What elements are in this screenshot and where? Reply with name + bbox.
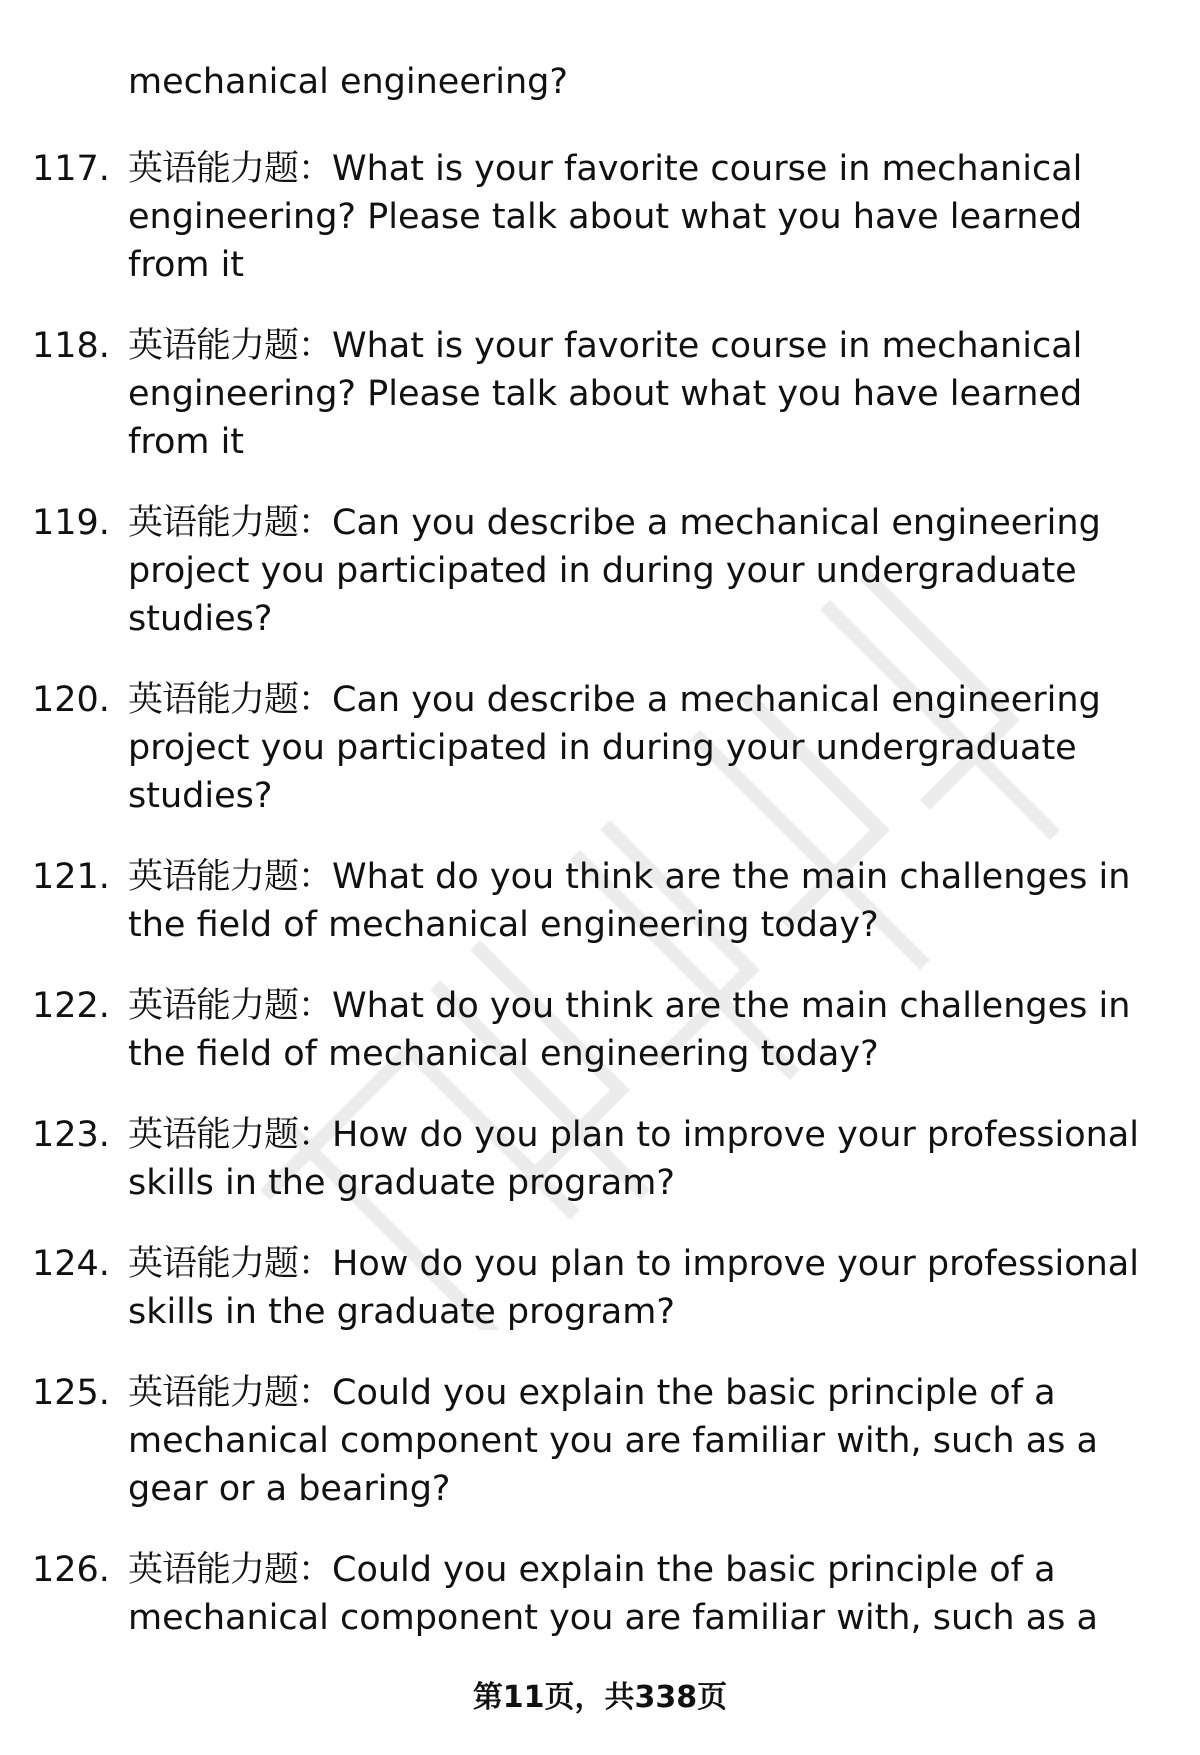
question-number: 122. xyxy=(32,986,110,1026)
question-number: 121. xyxy=(32,857,110,897)
question-item xyxy=(0,145,1158,289)
question-text: Could you explain the basic principle of a mechanical component you are familiar with, such as a xyxy=(128,1550,1098,1638)
question-item xyxy=(0,1240,1158,1336)
question-text: How do you plan to improve your professional skills in the graduate program? xyxy=(128,1244,1139,1332)
question-category: 英语能力题： xyxy=(128,1115,333,1155)
question-number: 125. xyxy=(32,1373,110,1413)
question-text: What do you think are the main challenges in the field of mechanical engineering today? xyxy=(128,857,1131,945)
question-category: 英语能力题： xyxy=(128,326,333,366)
question-number: 120. xyxy=(32,680,110,720)
question-item xyxy=(0,322,1158,466)
question-category: 英语能力题： xyxy=(128,680,333,720)
question-number: 119. xyxy=(32,503,110,543)
question-category: 英语能力题： xyxy=(128,1373,333,1413)
continuation-text: mechanical engineering? xyxy=(128,62,568,102)
question-text: Can you describe a mechanical engineering project you participated in during your undergraduate studies? xyxy=(128,503,1101,639)
question-category: 英语能力题： xyxy=(128,1550,333,1590)
question-number: 124. xyxy=(32,1244,110,1284)
question-item xyxy=(0,1111,1158,1207)
question-item xyxy=(0,499,1158,643)
question-text: What is your favorite course in mechanical engineering? Please talk about what you have learned from it xyxy=(128,149,1083,285)
question-item xyxy=(0,676,1158,820)
question-text: Can you describe a mechanical engineering project you participated in during your undergraduate studies? xyxy=(128,680,1101,816)
question-text: What is your favorite course in mechanical engineering? Please talk about what you have learned from it xyxy=(128,326,1083,462)
question-number: 117. xyxy=(32,149,110,189)
question-item xyxy=(0,1546,1158,1642)
question-number: 126. xyxy=(32,1550,110,1590)
question-text: How do you plan to improve your professional skills in the graduate program? xyxy=(128,1115,1139,1203)
page-number-footer: 第11页，共338页 xyxy=(472,1680,728,1715)
question-category: 英语能力题： xyxy=(128,149,333,189)
question-item xyxy=(0,853,1158,949)
question-number: 123. xyxy=(32,1115,110,1155)
question-item xyxy=(0,982,1158,1078)
question-number: 118. xyxy=(32,326,110,366)
question-text: Could you explain the basic principle of a mechanical component you are familiar with, such as a gear or a bearing? xyxy=(128,1373,1098,1509)
question-category: 英语能力题： xyxy=(128,1244,333,1284)
question-item xyxy=(0,1369,1158,1513)
question-text: What do you think are the main challenges in the field of mechanical engineering today? xyxy=(128,986,1131,1074)
question-category: 英语能力题： xyxy=(128,857,333,897)
question-list xyxy=(0,145,1200,1675)
question-category: 英语能力题： xyxy=(128,503,333,543)
question-category: 英语能力题： xyxy=(128,986,333,1026)
